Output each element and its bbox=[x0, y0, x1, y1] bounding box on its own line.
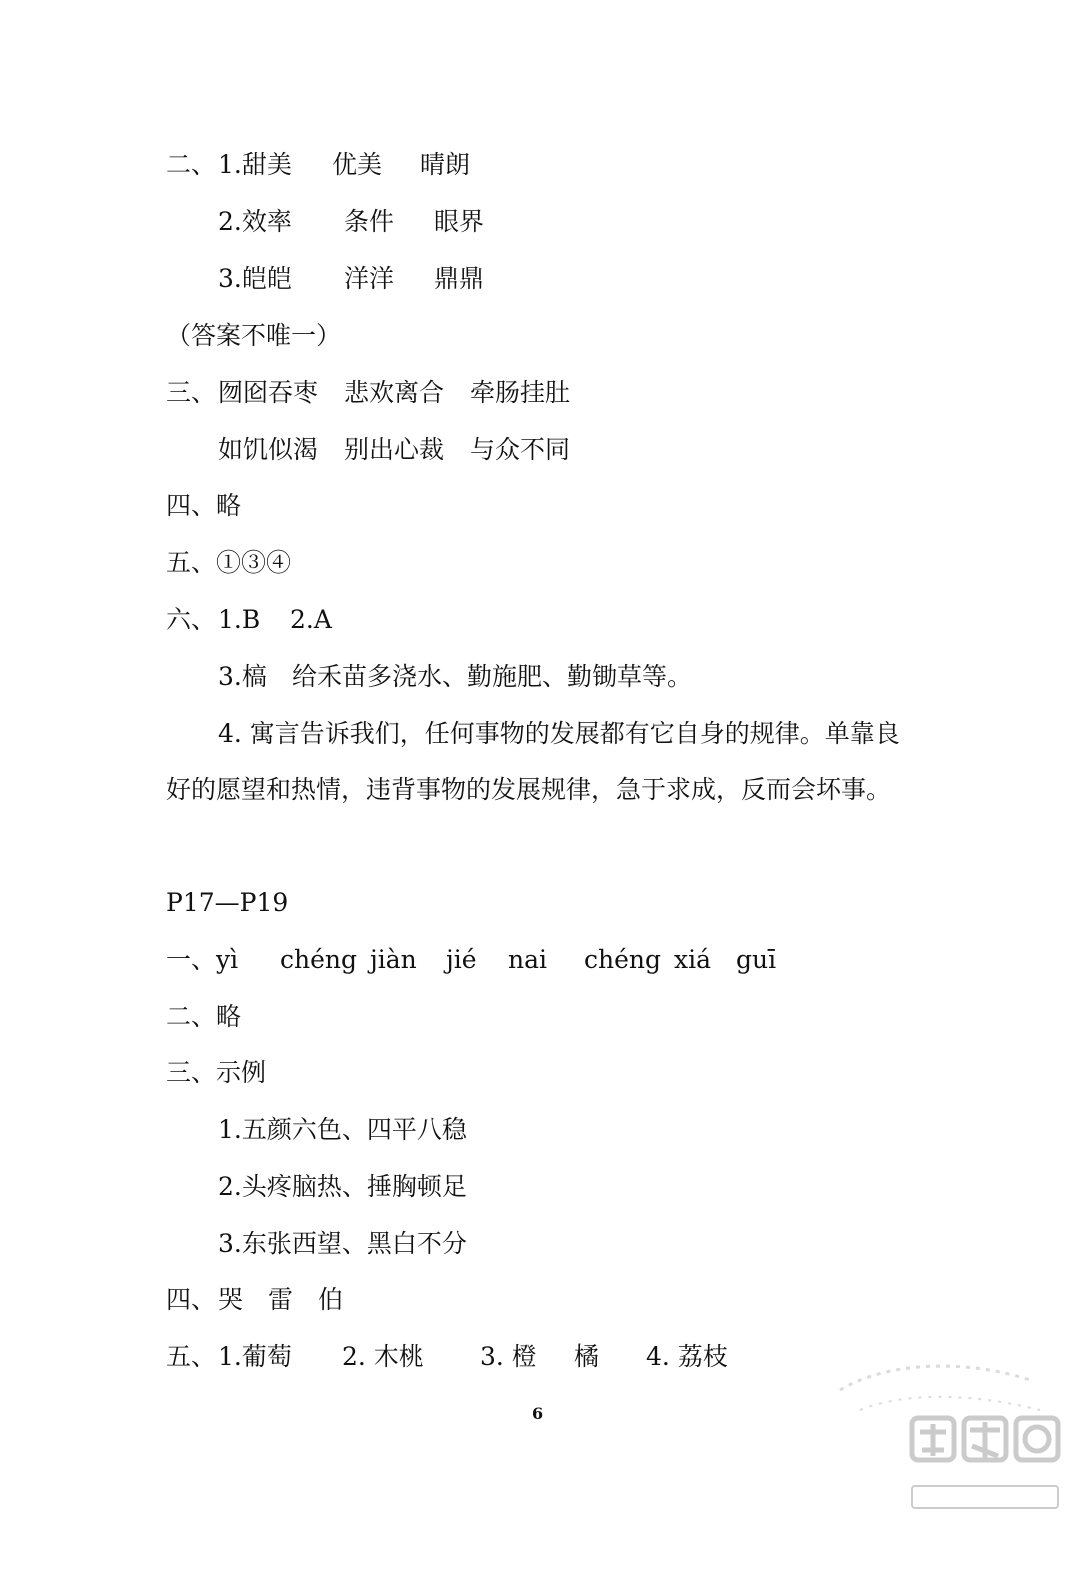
s2-answer-2-3: 眼界 bbox=[434, 207, 485, 236]
s4-answer: 四、略 bbox=[166, 491, 242, 520]
s3-idiom-3: 牵肠挂肚 bbox=[470, 378, 571, 407]
pinyin-7: xiá bbox=[674, 945, 711, 974]
p2-s5-label: 五、 bbox=[166, 1342, 217, 1371]
s3-idiom-1: 囫囵吞枣 bbox=[218, 378, 319, 407]
s3-idiom-4: 如饥似渴 bbox=[218, 435, 319, 464]
s6-answer-3: 3.槁 bbox=[218, 662, 267, 691]
s2-answer-2-1: 2.效率 bbox=[218, 207, 292, 236]
page-number: 6 bbox=[532, 1404, 544, 1423]
s2-note: （答案不唯一） bbox=[166, 321, 342, 350]
p2-s5-row bbox=[166, 1340, 728, 1578]
part2-heading: P17—P19 bbox=[166, 888, 289, 917]
p2-s4-label: 四、 bbox=[166, 1285, 217, 1314]
p2-s3-item-2: 2.头疼脑热、捶胸顿足 bbox=[218, 1172, 467, 1201]
s3-idiom-2: 悲欢离合 bbox=[344, 378, 445, 407]
p2-s5-item-1: 1.葡萄 bbox=[218, 1342, 292, 1371]
s3-label: 三、 bbox=[166, 378, 217, 407]
s6-answer-3-detail: 给禾苗多浇水、勤施肥、勤锄草等。 bbox=[292, 662, 693, 691]
p2-s3-item-1: 1.五颜六色、四平八稳 bbox=[218, 1115, 467, 1144]
watermark-logo bbox=[800, 1320, 1084, 1536]
s2-answer-2-2: 条件 bbox=[344, 207, 395, 236]
s6-paragraph-line-1: 4. 寓言告诉我们，任何事物的发展都有它自身的规律。单靠良 bbox=[218, 719, 900, 748]
s6-answer-2: 2.A bbox=[290, 605, 332, 634]
watermark-icon bbox=[800, 1320, 1084, 1536]
p2-s3-heading: 三、示例 bbox=[166, 1058, 267, 1087]
s2-answer-1-2: 优美 bbox=[332, 150, 383, 179]
s3-idiom-6: 与众不同 bbox=[470, 435, 571, 464]
p2-s4-word-2: 雷 bbox=[268, 1285, 294, 1314]
s2-answer-3-3: 鼎鼎 bbox=[434, 264, 485, 293]
s2-label: 二、 bbox=[166, 150, 217, 179]
pinyin-8: guī bbox=[736, 945, 777, 974]
pinyin-4: jié bbox=[446, 945, 477, 974]
s5-answer: 五、①③④ bbox=[166, 548, 292, 577]
s2-answer-1-3: 晴朗 bbox=[420, 150, 471, 179]
s3-idiom-5: 别出心裁 bbox=[344, 435, 445, 464]
pinyin-5: nai bbox=[508, 945, 548, 974]
s6-answer-1: 1.B bbox=[218, 605, 261, 634]
pinyin-3: jiàn bbox=[370, 945, 417, 974]
pinyin-2: chéng bbox=[280, 945, 358, 974]
p2-s4-word-3: 伯 bbox=[318, 1285, 344, 1314]
p2-s5-item-3: 3. 橙 bbox=[480, 1342, 537, 1371]
s2-answer-3-1: 3.皑皑 bbox=[218, 264, 292, 293]
p2-s3-item-3: 3.东张西望、黑白不分 bbox=[218, 1229, 467, 1258]
s2-answer-3-2: 洋洋 bbox=[344, 264, 395, 293]
p2-s4-word-1: 哭 bbox=[218, 1285, 244, 1314]
s6-paragraph-line-2: 好的愿望和热情，违背事物的发展规律，急于求成，反而会坏事。 bbox=[166, 775, 892, 804]
p2-s1-label: 一、 bbox=[166, 945, 217, 974]
p2-s5-item-3b: 橘 bbox=[574, 1342, 600, 1371]
p2-s2-answer: 二、略 bbox=[166, 1002, 242, 1031]
pinyin-1: yì bbox=[216, 945, 239, 974]
s6-label: 六、 bbox=[166, 605, 217, 634]
p2-s5-item-2: 2. 木桃 bbox=[342, 1342, 424, 1371]
p2-s5-item-4: 4. 荔枝 bbox=[646, 1342, 728, 1371]
pinyin-6: chéng bbox=[584, 945, 662, 974]
s2-answer-1-1: 1.甜美 bbox=[218, 150, 292, 179]
